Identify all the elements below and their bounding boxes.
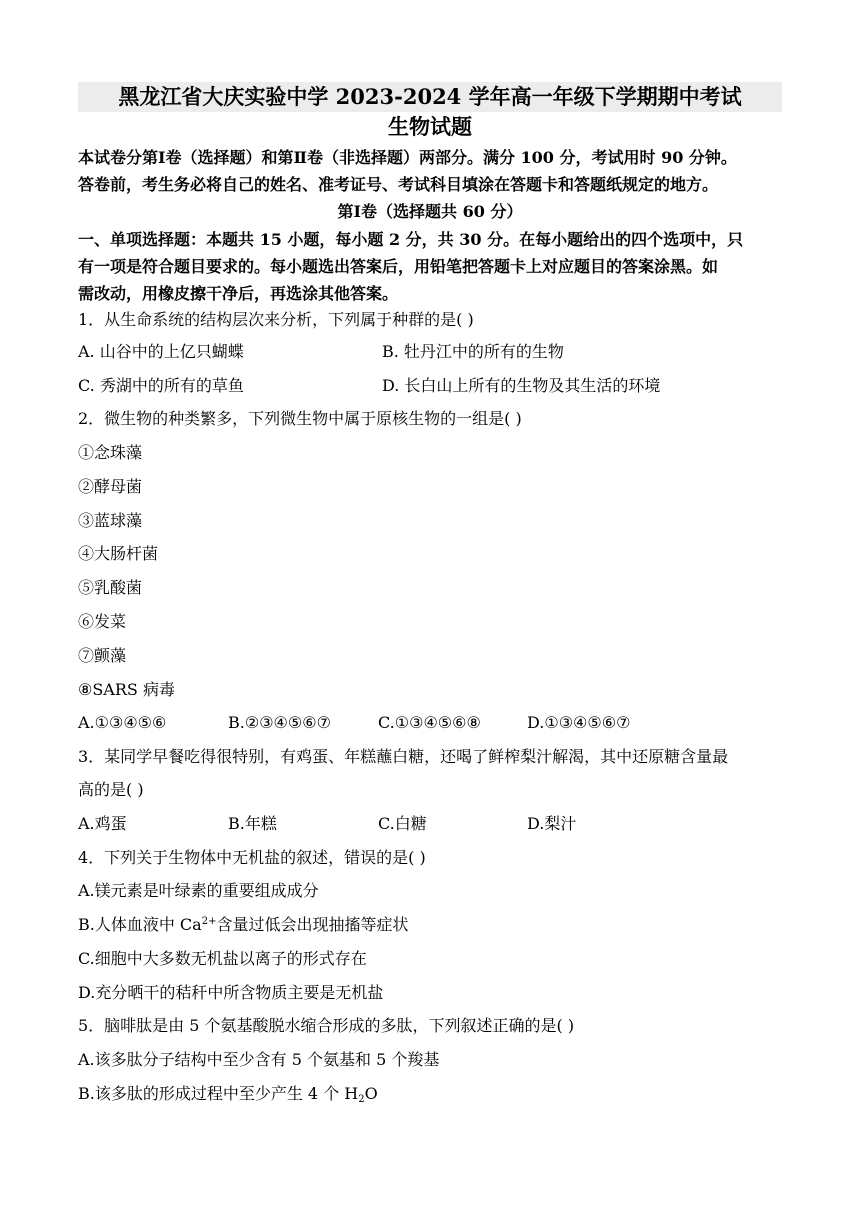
q4-stem: 4．下列关于生物体中无机盐的叙述，错误的是( ) — [78, 848, 426, 867]
q5-option-b-text: B.该多肽的形成过程中至少产生 4 个 H — [78, 1084, 359, 1103]
section-desc-line-1: 一、单项选择题：本题共 15 小题，每小题 2 分，共 30 分。在每小题给出的四个选项中，只 — [78, 230, 744, 249]
exam-subtitle: 生物试题 — [388, 114, 472, 139]
q5-option-a: A.该多肽分子结构中至少含有 5 个氨基和 5 个羧基 — [78, 1050, 440, 1069]
q4-option-c: C.细胞中大多数无机盐以离子的形式存在 — [78, 949, 367, 968]
q4-option-b — [78, 914, 408, 936]
q4-option-b-text-end: 含量过低会出现抽搐等症状 — [216, 915, 409, 934]
superscript: 2+ — [201, 916, 217, 927]
q2-item: ④大肠杆菌 — [78, 544, 159, 563]
q2-stem: 2．微生物的种类繁多，下列微生物中属于原核生物的一组是( ) — [78, 409, 522, 428]
q3-option-c: C.白糖 — [378, 814, 427, 833]
q3-option-b: B.年糕 — [228, 814, 277, 833]
q4-option-a: A.镁元素是叶绿素的重要组成成分 — [78, 881, 319, 900]
q2-item: ③蓝球藻 — [78, 511, 143, 530]
q1-stem: 1．从生命系统的结构层次来分析，下列属于种群的是( ) — [78, 310, 474, 329]
subscript: 2 — [358, 1094, 365, 1105]
q1-option-d: D. 长白山上所有的生物及其生活的环境 — [382, 376, 661, 395]
q4-option-b-text: B.人体血液中 Ca — [78, 915, 202, 934]
section-title: 第Ⅰ卷（选择题共 60 分） — [337, 202, 523, 221]
q2-item: ⑦颤藻 — [78, 646, 127, 665]
q5-stem: 5．脑啡肽是由 5 个氨基酸脱水缩合形成的多肽，下列叙述正确的是( ) — [78, 1016, 575, 1035]
q3-option-a: A.鸡蛋 — [78, 814, 127, 833]
q5-option-b-text-end: O — [364, 1084, 378, 1103]
q3-stem-line-1: 3．某同学早餐吃得很特别，有鸡蛋、年糕蘸白糖，还喝了鲜榨梨汁解渴，其中还原糖含量最 — [78, 747, 729, 766]
q2-option-b: B.②③④⑤⑥⑦ — [228, 713, 331, 732]
instructions-line-1: 本试卷分第Ⅰ卷（选择题）和第Ⅱ卷（非选择题）两部分。满分 100 分，考试用时 90 分钟。 — [78, 148, 737, 167]
q1-option-a: A. 山谷中的上亿只蝴蝶 — [78, 342, 244, 361]
q2-option-d: D.①③④⑤⑥⑦ — [527, 713, 631, 732]
q3-option-d: D.梨汁 — [527, 814, 577, 833]
q2-item: ①念珠藻 — [78, 443, 143, 462]
section-desc-line-3: 需改动，用橡皮擦干净后，再选涂其他答案。 — [78, 284, 399, 303]
q2-item: ⑥发菜 — [78, 612, 127, 631]
q2-option-a: A.①③④⑤⑥ — [78, 713, 167, 732]
section-desc-line-2: 有一项是符合题目要求的。每小题选出答案后，用铅笔把答题卡上对应题目的答案涂黑。如 — [78, 257, 719, 276]
q2-item: ②酵母菌 — [78, 477, 143, 496]
q1-option-c: C. 秀湖中的所有的草鱼 — [78, 376, 244, 395]
q2-item: ⑧SARS 病毒 — [78, 680, 175, 699]
q4-option-d: D.充分晒干的秸秆中所含物质主要是无机盐 — [78, 983, 384, 1002]
exam-title: 黑龙江省大庆实验中学 2023-2024 学年高一年级下学期期中考试 — [118, 84, 742, 109]
instructions-line-2: 答卷前，考生务必将自己的姓名、准考证号、考试科目填涂在答题卡和答题纸规定的地方。 — [78, 175, 719, 194]
q3-stem-line-2: 高的是( ) — [78, 780, 144, 799]
q2-item: ⑤乳酸菌 — [78, 578, 143, 597]
q1-option-b: B. 牡丹江中的所有的生物 — [382, 342, 564, 361]
q2-option-c: C.①③④⑤⑥⑧ — [378, 713, 481, 732]
q5-option-b — [78, 1083, 378, 1105]
